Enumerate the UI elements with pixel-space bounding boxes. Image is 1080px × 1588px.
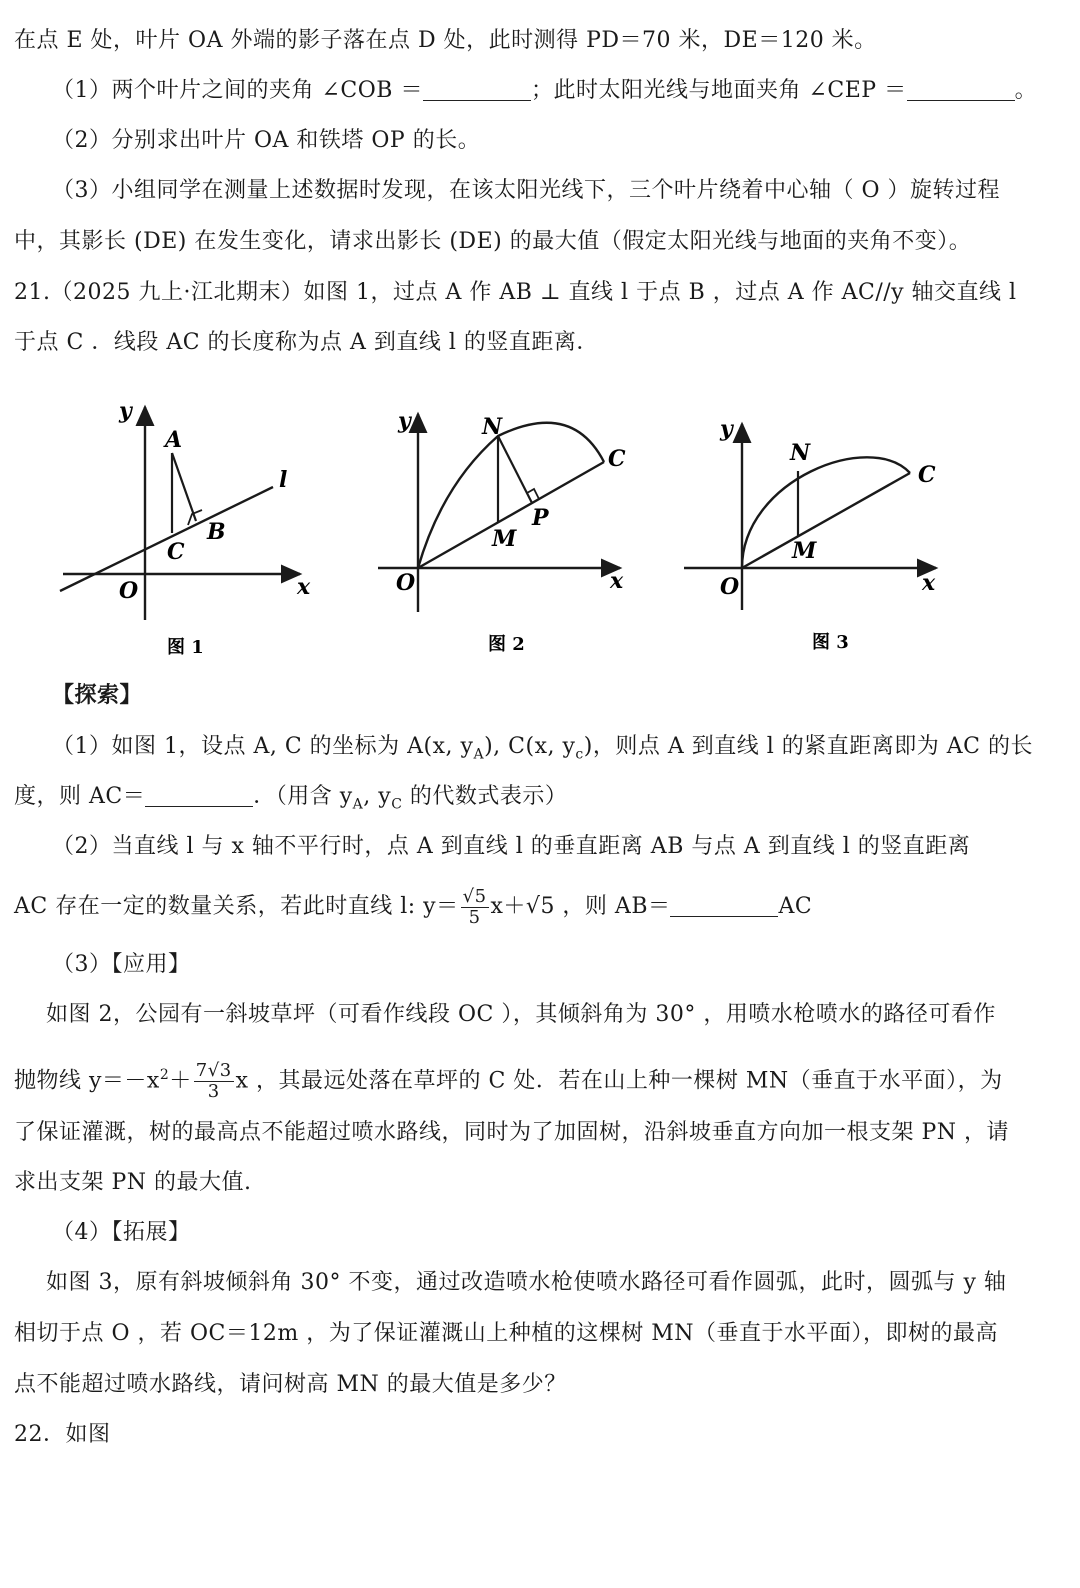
section-explore: 【探索】 <box>52 682 143 708</box>
answer-blank[interactable] <box>145 784 253 807</box>
label-M: M <box>492 526 517 552</box>
circle-arc-path <box>742 457 910 568</box>
figure-2 <box>372 400 642 665</box>
label-M: M <box>792 538 817 564</box>
explore-q1: （1）如图 1，设点 A, C 的坐标为 A(x, $y_A$), C(x, $y_c$)，则点 A 到直线 l 的紧直距离即为 AC 的长 <box>52 734 1033 763</box>
label-x: x <box>610 568 624 594</box>
segment-AB <box>172 453 196 521</box>
label-x: x <box>297 574 311 600</box>
extend-text-3: 点不能超过喷水路线，请问树高 MN 的最大值是多少？ <box>14 1372 567 1397</box>
caption-fig-2: 图 2 <box>488 634 525 655</box>
answer-blank[interactable] <box>670 894 778 917</box>
text-line: 在点 E 处，叶片 OA 外端的影子落在点 D 处，此时测得 PD＝70 米，DE＝120 米。 <box>14 28 877 53</box>
question-3: （3）小组同学在测量上述数据时发现，在该太阳光线下，三个叶片绕着中心轴（ O ）旋转过程 <box>52 178 1001 203</box>
label-y: y <box>720 416 733 442</box>
fraction: $\frac{√5}{5}$ <box>462 885 487 928</box>
figure-3 <box>680 410 950 660</box>
support-PN <box>498 436 532 503</box>
label-N: N <box>482 414 503 440</box>
explore-q2-cont: AC 存在一定的数量关系，若此时直线 l: y＝ $\frac{√5}{5}$ x＋√5 ，则 AB＝ AC <box>14 885 813 928</box>
figure-1 <box>55 395 325 665</box>
extend-text-2: 相切于点 O ，若 OC＝12m ，为了保证灌溉山上种植的这棵树 MN（垂直于水平面），即树的最高 <box>14 1321 999 1346</box>
label-y: y <box>119 398 132 424</box>
caption-fig-3: 图 3 <box>812 632 849 653</box>
apply-text-3: 了保证灌溉，树的最高点不能超过喷水路线，同时为了加固树，沿斜坡垂直方向加一根支架 PN ，请 <box>14 1120 1010 1145</box>
extend-text-1: 如图 3，原有斜坡倾斜角 30° 不变，通过改造喷水枪使喷水路径可看作圆弧，此时，圆弧与 y 轴 <box>46 1270 1007 1295</box>
question-3-cont: 中，其影长 (DE) 在发生变化，请求出影长 (DE) 的最大值（假定太阳光线与地面的夹角不变）。 <box>14 229 972 254</box>
apply-text-1: 如图 2，公园有一斜坡草坪（可看作线段 OC ），其倾斜角为 30° ，用喷水枪喷水的路径可看作 <box>46 1002 996 1027</box>
label-N: N <box>790 440 811 466</box>
label-A: A <box>165 427 183 453</box>
label-C: C <box>167 539 185 565</box>
slope-OC <box>742 473 910 568</box>
apply-text-4: 求出支架 PN 的最大值. <box>14 1170 252 1195</box>
slope-OC <box>418 462 604 568</box>
answer-blank[interactable] <box>907 78 1015 101</box>
problem-21-def: 于点 C ．线段 AC 的长度称为点 A 到直线 l 的竖直距离． <box>14 330 599 355</box>
fraction: $\frac{7√3}{3}$ <box>195 1059 232 1102</box>
answer-blank[interactable] <box>423 78 531 101</box>
label-C: C <box>608 446 626 472</box>
question-2: （2）分别求出叶片 OA 和铁塔 OP 的长。 <box>52 128 481 153</box>
label-B: B <box>207 519 226 545</box>
explore-q1-cont: 度，则 AC＝ ．（用含 $y_A$, $y_C$ 的代数式表示） <box>14 784 568 813</box>
label-l: l <box>279 467 288 493</box>
problem-21-intro: 21.（2025 九上·江北期末）如图 1，过点 A 作 AB ⊥ 直线 l 于点 B ，过点 A 作 AC//y 轴交直线 l <box>14 280 1017 305</box>
label-P: P <box>532 505 549 531</box>
question-1: （1）两个叶片之间的夹角 ∠COB ＝ ；此时太阳光线与地面夹角 ∠CEP ＝ 。 <box>52 78 1038 103</box>
problem-22: 22．如图 <box>14 1422 111 1447</box>
section-extend: （4）【拓展】 <box>52 1220 191 1245</box>
section-apply: （3）【应用】 <box>52 952 191 977</box>
label-x: x <box>922 570 936 596</box>
label-O: O <box>396 570 416 596</box>
label-y: y <box>398 408 411 434</box>
caption-fig-1: 图 1 <box>167 637 204 658</box>
label-C: C <box>918 462 936 488</box>
label-O: O <box>720 574 740 600</box>
label-O: O <box>119 578 139 604</box>
apply-text-2: 抛物线 $y=-x^2+$ $\frac{7√3}{3}$ x ，其最远处落在草坪的 C 处．若在山上种一棵树 MN（垂直于水平面），为 <box>14 1059 1003 1102</box>
explore-q2: （2）当直线 l 与 x 轴不平行时，点 A 到直线 l 的垂直距离 AB 与点 A 到直线 l 的竖直距离 <box>52 834 971 859</box>
